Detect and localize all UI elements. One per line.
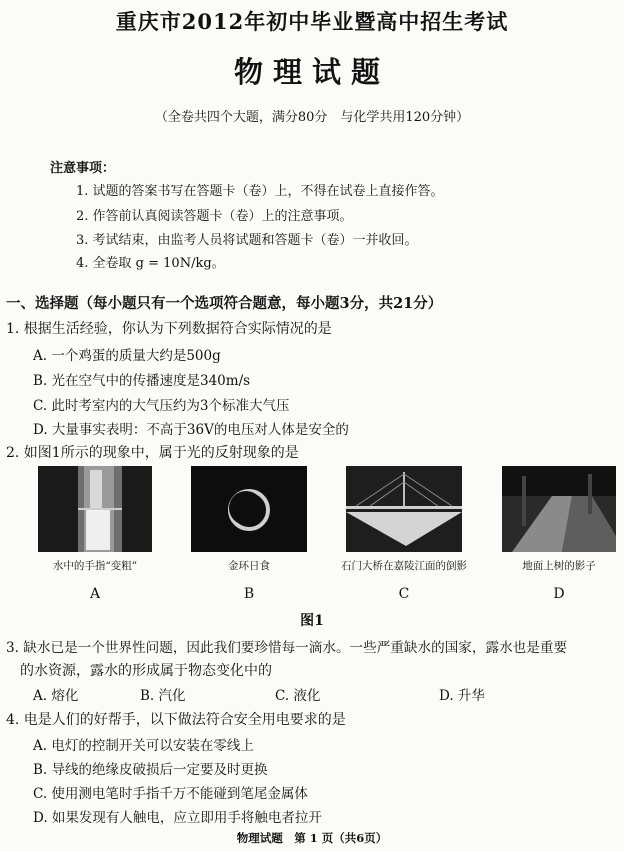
page-footer: 物理试题 第 1 页（共6页） — [236, 831, 388, 845]
question-3-stem-line1: 3. 缺水已是一个世界性问题，因此我们要珍惜每一滴水。一些严重缺水的国家，露水也是重要 — [6, 640, 568, 656]
photo-tree-shadow — [502, 466, 616, 552]
question-1-option-a: A. 一个鸡蛋的质量大约是500g — [33, 348, 221, 364]
photo-annular-eclipse — [191, 466, 307, 552]
question-3-option-a: A. 熔化 — [33, 688, 79, 704]
question-2-stem: 2. 如图1所示的现象中，属于光的反射现象的是 — [6, 445, 299, 461]
question-4-option-b: B. 导线的绝缘皮破损后一定要及时更换 — [33, 762, 268, 778]
note-item: 2. 作答前认真阅读答题卡（卷）上的注意事项。 — [76, 209, 353, 224]
question-4-option-d: D. 如果发现有人触电，应立即用手将触电者拉开 — [33, 810, 322, 826]
caption-a: 水中的手指“变粗” — [52, 560, 138, 572]
figure-label: 图1 — [300, 613, 324, 629]
question-4-option-a: A. 电灯的控制开关可以安装在零线上 — [33, 738, 254, 754]
question-1-option-d: D. 大量事实表明：不高于36V的电压对人体是安全的 — [33, 422, 349, 438]
question-1-option-c: C. 此时考室内的大气压约为3个标准大气压 — [33, 398, 290, 414]
caption-d: 地面上树的影子 — [522, 560, 596, 572]
caption-b: 金环日食 — [228, 560, 270, 572]
section-title: 一、选择题（每小题只有一个选项符合题意，每小题3分，共21分） — [6, 295, 443, 312]
question-4-stem: 4. 电是人们的好帮手，以下做法符合安全用电要求的是 — [6, 712, 346, 728]
question-3-stem-line2: 的水资源，露水的形成属于物态变化中的 — [20, 663, 272, 679]
exam-info: （全卷共四个大题，满分80分 与化学共用120分钟） — [154, 110, 470, 125]
photo-letter-d: D — [553, 586, 565, 602]
question-3-option-c: C. 液化 — [275, 688, 321, 704]
exam-title: 重庆市2012年初中毕业暨高中招生考试 — [115, 9, 509, 34]
photo-bridge-reflection — [346, 466, 462, 552]
caption-c: 石门大桥在嘉陵江面的倒影 — [341, 560, 467, 572]
note-item: 4. 全卷取 g = 10N/kg。 — [76, 256, 225, 271]
question-3-option-b: B. 汽化 — [140, 688, 186, 704]
photo-letter-a: A — [89, 586, 101, 602]
note-item: 3. 考试结束，由监考人员将试题和答题卡（卷）一并收回。 — [76, 233, 418, 248]
question-4-option-c: C. 使用测电笔时手指千万不能碰到笔尾金属体 — [33, 786, 308, 802]
question-3-option-d: D. 升华 — [439, 688, 485, 704]
photo-finger-in-water — [38, 466, 152, 552]
photo-letter-c: C — [398, 586, 410, 602]
question-1-option-b: B. 光在空气中的传播速度是340m/s — [33, 373, 251, 389]
question-1-stem: 1. 根据生活经验，你认为下列数据符合实际情况的是 — [6, 321, 332, 337]
note-item: 1. 试题的答案书写在答题卡（卷）上，不得在试卷上直接作答。 — [76, 184, 444, 199]
subject-title: 物理试题 — [233, 55, 390, 89]
photo-letter-b: B — [243, 586, 255, 602]
notes-title: 注意事项： — [50, 161, 116, 176]
